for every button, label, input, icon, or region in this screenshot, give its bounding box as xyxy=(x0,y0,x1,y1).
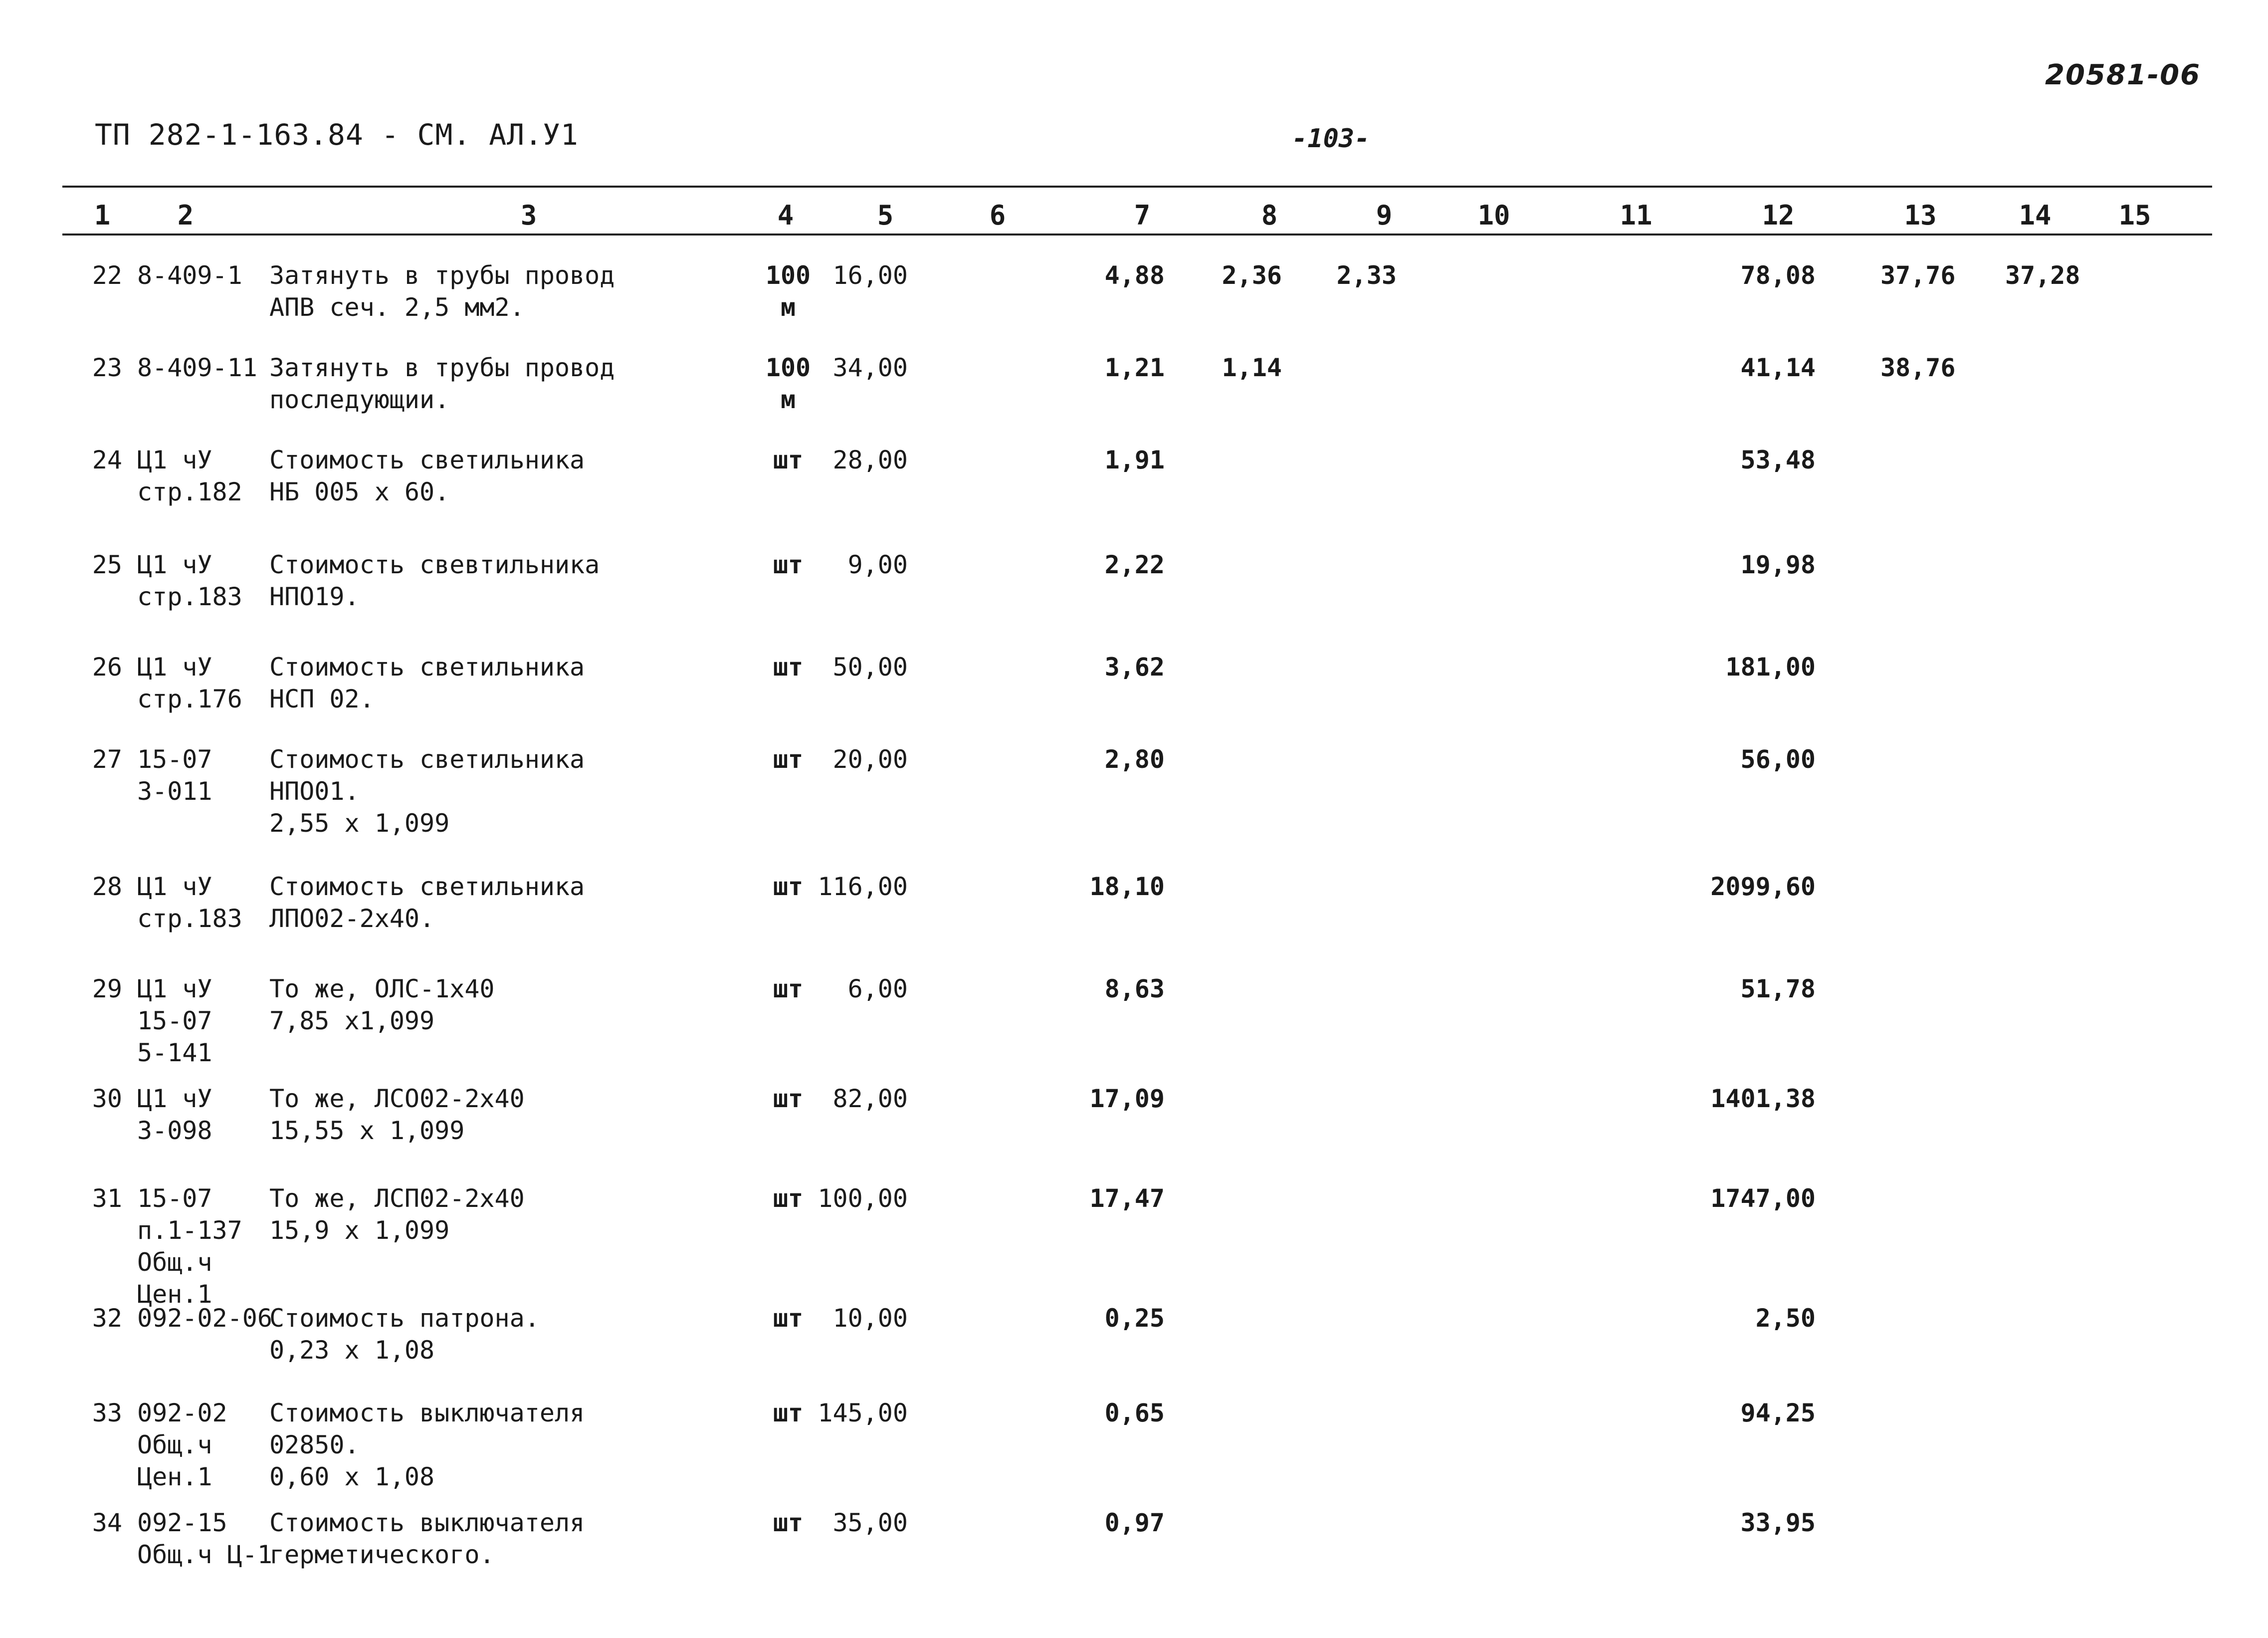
column-header-6: 6 xyxy=(989,200,1006,231)
column-header-9: 9 xyxy=(1376,200,1393,231)
work-description-line: ЛПО02-2х40. xyxy=(269,904,435,933)
col-12-value: 1747,00 xyxy=(1710,1184,1816,1213)
norm-code-line: Общ.ч xyxy=(137,1248,212,1277)
norm-code xyxy=(137,444,267,508)
norm-code-line: 3-011 xyxy=(137,777,212,806)
norm-code-line: стр.183 xyxy=(137,904,242,933)
norm-code-line: Цен.1 xyxy=(137,1462,212,1491)
work-description xyxy=(269,1397,743,1493)
col-12-value: 51,78 xyxy=(1740,974,1816,1003)
table-header-rule xyxy=(62,234,2212,235)
quantity: 28,00 xyxy=(832,446,908,474)
work-description-line: НПО01. xyxy=(269,777,360,806)
work-description-line: Стоимость светильника xyxy=(269,745,585,774)
col-12-value: 78,08 xyxy=(1740,261,1816,290)
norm-code-line: Ц1 чУ xyxy=(137,446,212,474)
col-12-value: 19,98 xyxy=(1740,550,1816,579)
work-description-line: 02850. xyxy=(269,1430,360,1459)
work-description xyxy=(269,651,743,715)
quantity: 50,00 xyxy=(832,653,908,682)
norm-code-line: Ц1 чУ xyxy=(137,872,212,901)
work-description-line: То же, ЛСО02-2х40 xyxy=(269,1084,525,1113)
norm-code-line: Общ.ч xyxy=(137,1430,212,1459)
work-description-line: Стоимость светильника xyxy=(269,872,585,901)
col-12-value: 53,48 xyxy=(1740,446,1816,474)
work-description-line: 0,60 х 1,08 xyxy=(269,1462,435,1491)
column-header-5: 5 xyxy=(877,200,894,231)
work-description xyxy=(269,1507,743,1571)
work-description-line: НПО19. xyxy=(269,582,360,611)
row-number: 26 xyxy=(92,653,122,682)
norm-code xyxy=(137,973,267,1069)
col-12-value: 181,00 xyxy=(1725,653,1816,682)
norm-code xyxy=(137,1507,272,1571)
norm-code-line: Ц1 чУ xyxy=(137,550,212,579)
quantity: 10,00 xyxy=(832,1304,908,1333)
quantity: 9,00 xyxy=(847,550,908,579)
row-number: 31 xyxy=(92,1184,122,1213)
work-description-line: НСП 02. xyxy=(269,685,375,713)
row-number: 30 xyxy=(92,1084,122,1113)
col-7-value: 0,25 xyxy=(1104,1304,1165,1333)
page-number: -103- xyxy=(1292,124,1370,154)
column-header-3: 3 xyxy=(520,200,537,231)
row-number: 33 xyxy=(92,1399,122,1427)
column-header-13: 13 xyxy=(1904,200,1937,231)
work-description-line: 15,9 х 1,099 xyxy=(269,1216,450,1245)
norm-code-line: 8-409-1 xyxy=(137,261,242,290)
unit-line: шт xyxy=(773,1084,804,1113)
work-description-line: Затянуть в трубы провод xyxy=(269,261,615,290)
column-header-12: 12 xyxy=(1762,200,1795,231)
norm-code xyxy=(137,549,267,613)
work-description-line: Стоимость светильника xyxy=(269,653,585,682)
col-12-value: 2099,60 xyxy=(1710,872,1816,901)
quantity: 20,00 xyxy=(832,745,908,774)
norm-code xyxy=(137,651,267,715)
col-7-value: 18,10 xyxy=(1089,872,1165,901)
row-number: 29 xyxy=(92,974,122,1003)
quantity: 6,00 xyxy=(847,974,908,1003)
col-9-value: 2,33 xyxy=(1336,261,1397,290)
norm-code-line: Общ.ч Ц-1 xyxy=(137,1540,272,1569)
work-description xyxy=(269,1302,743,1366)
norm-code xyxy=(137,743,267,807)
norm-code xyxy=(137,352,267,384)
work-description-line: Стоимость выключателя xyxy=(269,1508,585,1537)
unit-line: шт xyxy=(773,1399,804,1427)
document-code: 20581-06 xyxy=(2045,59,2201,91)
unit-line: 100 xyxy=(765,261,811,290)
unit-line: шт xyxy=(773,653,804,682)
row-number: 28 xyxy=(92,872,122,901)
norm-code-line: Цен.1 xyxy=(137,1280,212,1309)
col-8-value: 2,36 xyxy=(1222,261,1282,290)
work-description xyxy=(269,973,743,1037)
unit-line: шт xyxy=(773,974,804,1003)
norm-code xyxy=(137,1397,267,1493)
col-13-value: 38,76 xyxy=(1880,353,1956,382)
document-reference: ТП 282-1-163.84 - СМ. АЛ.У1 xyxy=(95,118,579,152)
norm-code-line: 5-141 xyxy=(137,1038,212,1067)
unit-line: 100 xyxy=(765,353,811,382)
work-description xyxy=(269,871,743,935)
quantity: 82,00 xyxy=(832,1084,908,1113)
norm-code-line: стр.183 xyxy=(137,582,242,611)
norm-code-line: стр.182 xyxy=(137,477,242,506)
col-7-value: 8,63 xyxy=(1104,974,1165,1003)
work-description xyxy=(269,444,743,508)
work-description xyxy=(269,259,743,323)
column-header-10: 10 xyxy=(1477,200,1510,231)
column-header-14: 14 xyxy=(2019,200,2052,231)
col-7-value: 0,97 xyxy=(1104,1508,1165,1537)
row-number: 22 xyxy=(92,261,122,290)
norm-code xyxy=(137,1302,272,1334)
col-7-value: 4,88 xyxy=(1104,261,1165,290)
col-7-value: 2,22 xyxy=(1104,550,1165,579)
norm-code-line: 092-15 xyxy=(137,1508,227,1537)
quantity: 34,00 xyxy=(832,353,908,382)
norm-code-line: п.1-137 xyxy=(137,1216,242,1245)
unit-line: шт xyxy=(773,1184,804,1213)
work-description xyxy=(269,1182,743,1246)
unit-line: шт xyxy=(773,872,804,901)
unit-line: шт xyxy=(773,446,804,474)
work-description-line: 2,55 х 1,099 xyxy=(269,809,450,838)
column-header-7: 7 xyxy=(1134,200,1151,231)
unit-line: шт xyxy=(773,1508,804,1537)
norm-code-line: стр.176 xyxy=(137,685,242,713)
col-7-value: 17,47 xyxy=(1089,1184,1165,1213)
work-description xyxy=(269,352,743,416)
col-7-value: 0,65 xyxy=(1104,1399,1165,1427)
quantity: 35,00 xyxy=(832,1508,908,1537)
row-number: 23 xyxy=(92,353,122,382)
row-number: 25 xyxy=(92,550,122,579)
unit-line: шт xyxy=(773,550,804,579)
row-number: 27 xyxy=(92,745,122,774)
norm-code-line: 3-098 xyxy=(137,1116,212,1145)
work-description-line: последующии. xyxy=(269,385,450,414)
col-13-value: 37,76 xyxy=(1880,261,1956,290)
work-description-line: Стоимость светильника xyxy=(269,446,585,474)
col-7-value: 1,91 xyxy=(1104,446,1165,474)
column-header-2: 2 xyxy=(177,200,194,231)
norm-code-line: Ц1 чУ xyxy=(137,653,212,682)
norm-code xyxy=(137,1083,267,1147)
norm-code xyxy=(137,259,267,291)
col-12-value: 56,00 xyxy=(1740,745,1816,774)
norm-code-line: 15-07 xyxy=(137,1006,212,1035)
quantity: 145,00 xyxy=(818,1399,908,1427)
quantity: 116,00 xyxy=(818,872,908,901)
work-description-line: Затянуть в трубы провод xyxy=(269,353,615,382)
work-description-line: Стоимость выключателя xyxy=(269,1399,585,1427)
work-description xyxy=(269,1083,743,1147)
col-7-value: 3,62 xyxy=(1104,653,1165,682)
norm-code-line: Ц1 чУ xyxy=(137,1084,212,1113)
unit-line: м xyxy=(780,293,796,322)
work-description xyxy=(269,743,743,839)
work-description-line: То же, ЛСП02-2х40 xyxy=(269,1184,525,1213)
col-12-value: 41,14 xyxy=(1740,353,1816,382)
norm-code-line: 8-409-11 xyxy=(137,353,257,382)
row-number: 32 xyxy=(92,1304,122,1333)
quantity: 100,00 xyxy=(818,1184,908,1213)
table-top-rule xyxy=(62,186,2212,188)
norm-code-line: 15-07 xyxy=(137,745,212,774)
work-description-line: Стоимость патрона. xyxy=(269,1304,540,1333)
row-number: 34 xyxy=(92,1508,122,1537)
col-12-value: 1401,38 xyxy=(1710,1084,1816,1113)
unit-line: м xyxy=(780,385,796,414)
work-description-line: То же, ОЛС-1х40 xyxy=(269,974,495,1003)
col-8-value: 1,14 xyxy=(1222,353,1282,382)
column-header-1: 1 xyxy=(94,200,111,231)
col-7-value: 2,80 xyxy=(1104,745,1165,774)
work-description-line: АПВ сеч. 2,5 мм2. xyxy=(269,293,525,322)
col-12-value: 2,50 xyxy=(1755,1304,1816,1333)
column-header-8: 8 xyxy=(1261,200,1278,231)
norm-code-line: 092-02-06 xyxy=(137,1304,272,1333)
work-description xyxy=(269,549,743,613)
column-header-15: 15 xyxy=(2118,200,2151,231)
norm-code-line: 092-02 xyxy=(137,1399,227,1427)
work-description-line: герметического. xyxy=(269,1540,495,1569)
col-14-value: 37,28 xyxy=(2005,261,2080,290)
norm-code xyxy=(137,871,267,935)
work-description-line: НБ 005 х 60. xyxy=(269,477,450,506)
work-description-line: Стоимость свевтильника xyxy=(269,550,600,579)
norm-code xyxy=(137,1182,267,1310)
row-number: 24 xyxy=(92,446,122,474)
work-description-line: 0,23 х 1,08 xyxy=(269,1336,435,1365)
quantity: 16,00 xyxy=(832,261,908,290)
column-header-11: 11 xyxy=(1620,200,1652,231)
col-12-value: 94,25 xyxy=(1740,1399,1816,1427)
norm-code-line: Ц1 чУ xyxy=(137,974,212,1003)
norm-code-line: 15-07 xyxy=(137,1184,212,1213)
work-description-line: 7,85 х1,099 xyxy=(269,1006,435,1035)
col-7-value: 1,21 xyxy=(1104,353,1165,382)
col-12-value: 33,95 xyxy=(1740,1508,1816,1537)
unit-line: шт xyxy=(773,1304,804,1333)
work-description-line: 15,55 х 1,099 xyxy=(269,1116,465,1145)
column-header-4: 4 xyxy=(777,200,794,231)
unit-line: шт xyxy=(773,745,804,774)
col-7-value: 17,09 xyxy=(1089,1084,1165,1113)
